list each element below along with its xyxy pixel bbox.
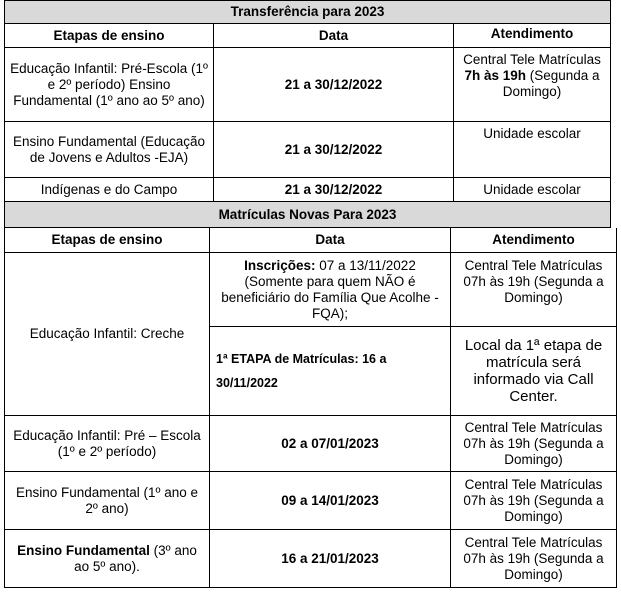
etapa1-cell: [210, 327, 451, 416]
table-row: [4, 178, 611, 202]
data-cell: 02 a 07/01/2023: [210, 416, 451, 472]
data-cell: 09 a 14/01/2023: [210, 472, 451, 530]
etapa-cell: Educação Infantil: Pré – Escola (1º e 2º período): [4, 416, 210, 472]
data-cell: 21 a 30/12/2022: [214, 178, 454, 202]
header-atendimento: Atendimento: [454, 24, 611, 48]
table-row: [4, 48, 611, 122]
etapa-rest: (3º ano ao 5º ano).: [74, 542, 197, 574]
data-cell: 21 a 30/12/2022: [214, 48, 454, 122]
atend-central: Central Tele Matrículas: [463, 52, 601, 67]
header-data: Data: [214, 24, 454, 48]
etapa-bold: Ensino Fundamental: [17, 542, 150, 558]
atendimento-cell: Central Tele Matrículas 07h às 19h (Segunda a Domingo): [451, 472, 617, 530]
atendimento-cell: Local da 1ª etapa de matrícula será informado via Call Center.: [451, 327, 617, 416]
data-cell: 16 a 21/01/2023: [210, 530, 451, 588]
etapa-cell: Indígenas e do Campo: [4, 178, 214, 202]
table-row-creche: [4, 253, 617, 416]
atendimento-cell: Central Tele Matrículas 07h às 19h (Segunda a Domingo): [451, 530, 617, 588]
header-atendimento: Atendimento: [451, 228, 617, 253]
novas-header-row: [4, 228, 617, 253]
inscricoes-text: 07 a 13/11/2022 (Somente para quem NÃO é beneficiário do Família Que Acolhe - FQA);: [221, 258, 439, 321]
header-data: Data: [210, 228, 451, 253]
novas-title-row: [4, 202, 617, 228]
novas-title: Matrículas Novas Para 2023: [4, 202, 611, 228]
header-etapas: Etapas de ensino: [4, 24, 214, 48]
header-etapas: Etapas de ensino: [4, 228, 210, 253]
etapa-cell: Educação Infantil: Creche: [4, 253, 210, 416]
table-row: [4, 416, 617, 472]
table-row: [4, 472, 617, 530]
atendimento-cell: Central Tele Matrículas 07h às 19h (Segunda a Domingo): [451, 253, 617, 327]
transfer-title: Transferência para 2023: [4, 0, 611, 24]
atendimento-cell: Unidade escolar: [454, 178, 611, 202]
atendimento-cell: [454, 48, 611, 122]
inscricoes-cell: [210, 253, 451, 327]
etapa-cell: Educação Infantil: Pré-Escola (1º e 2º período) Ensino Fundamental (1º ano ao 5º ano): [4, 48, 214, 122]
transfer-title-row: [4, 0, 611, 24]
inscricoes-label: Inscrições:: [244, 258, 316, 273]
etapa1-text: 16 a 30/11/2022: [216, 352, 387, 390]
transfer-header-row: [4, 24, 611, 48]
atendimento-cell: Central Tele Matrículas 07h às 19h (Segunda a Domingo): [451, 416, 617, 472]
table-row: [4, 530, 617, 588]
atend-hours: 7h às 19h: [464, 68, 526, 83]
data-cell: 21 a 30/12/2022: [214, 122, 454, 178]
table-row: [4, 122, 611, 178]
etapa-cell: Ensino Fundamental (1º ano e 2º ano): [4, 472, 210, 530]
atendimento-cell: Unidade escolar: [454, 122, 611, 178]
etapa-cell: Ensino Fundamental (Educação de Jovens e Adultos -EJA): [4, 122, 214, 178]
atend-days: (Segunda a Domingo): [502, 68, 600, 99]
etapa1-label: 1ª ETAPA de Matrículas:: [216, 352, 359, 366]
etapa-cell: [4, 530, 210, 588]
